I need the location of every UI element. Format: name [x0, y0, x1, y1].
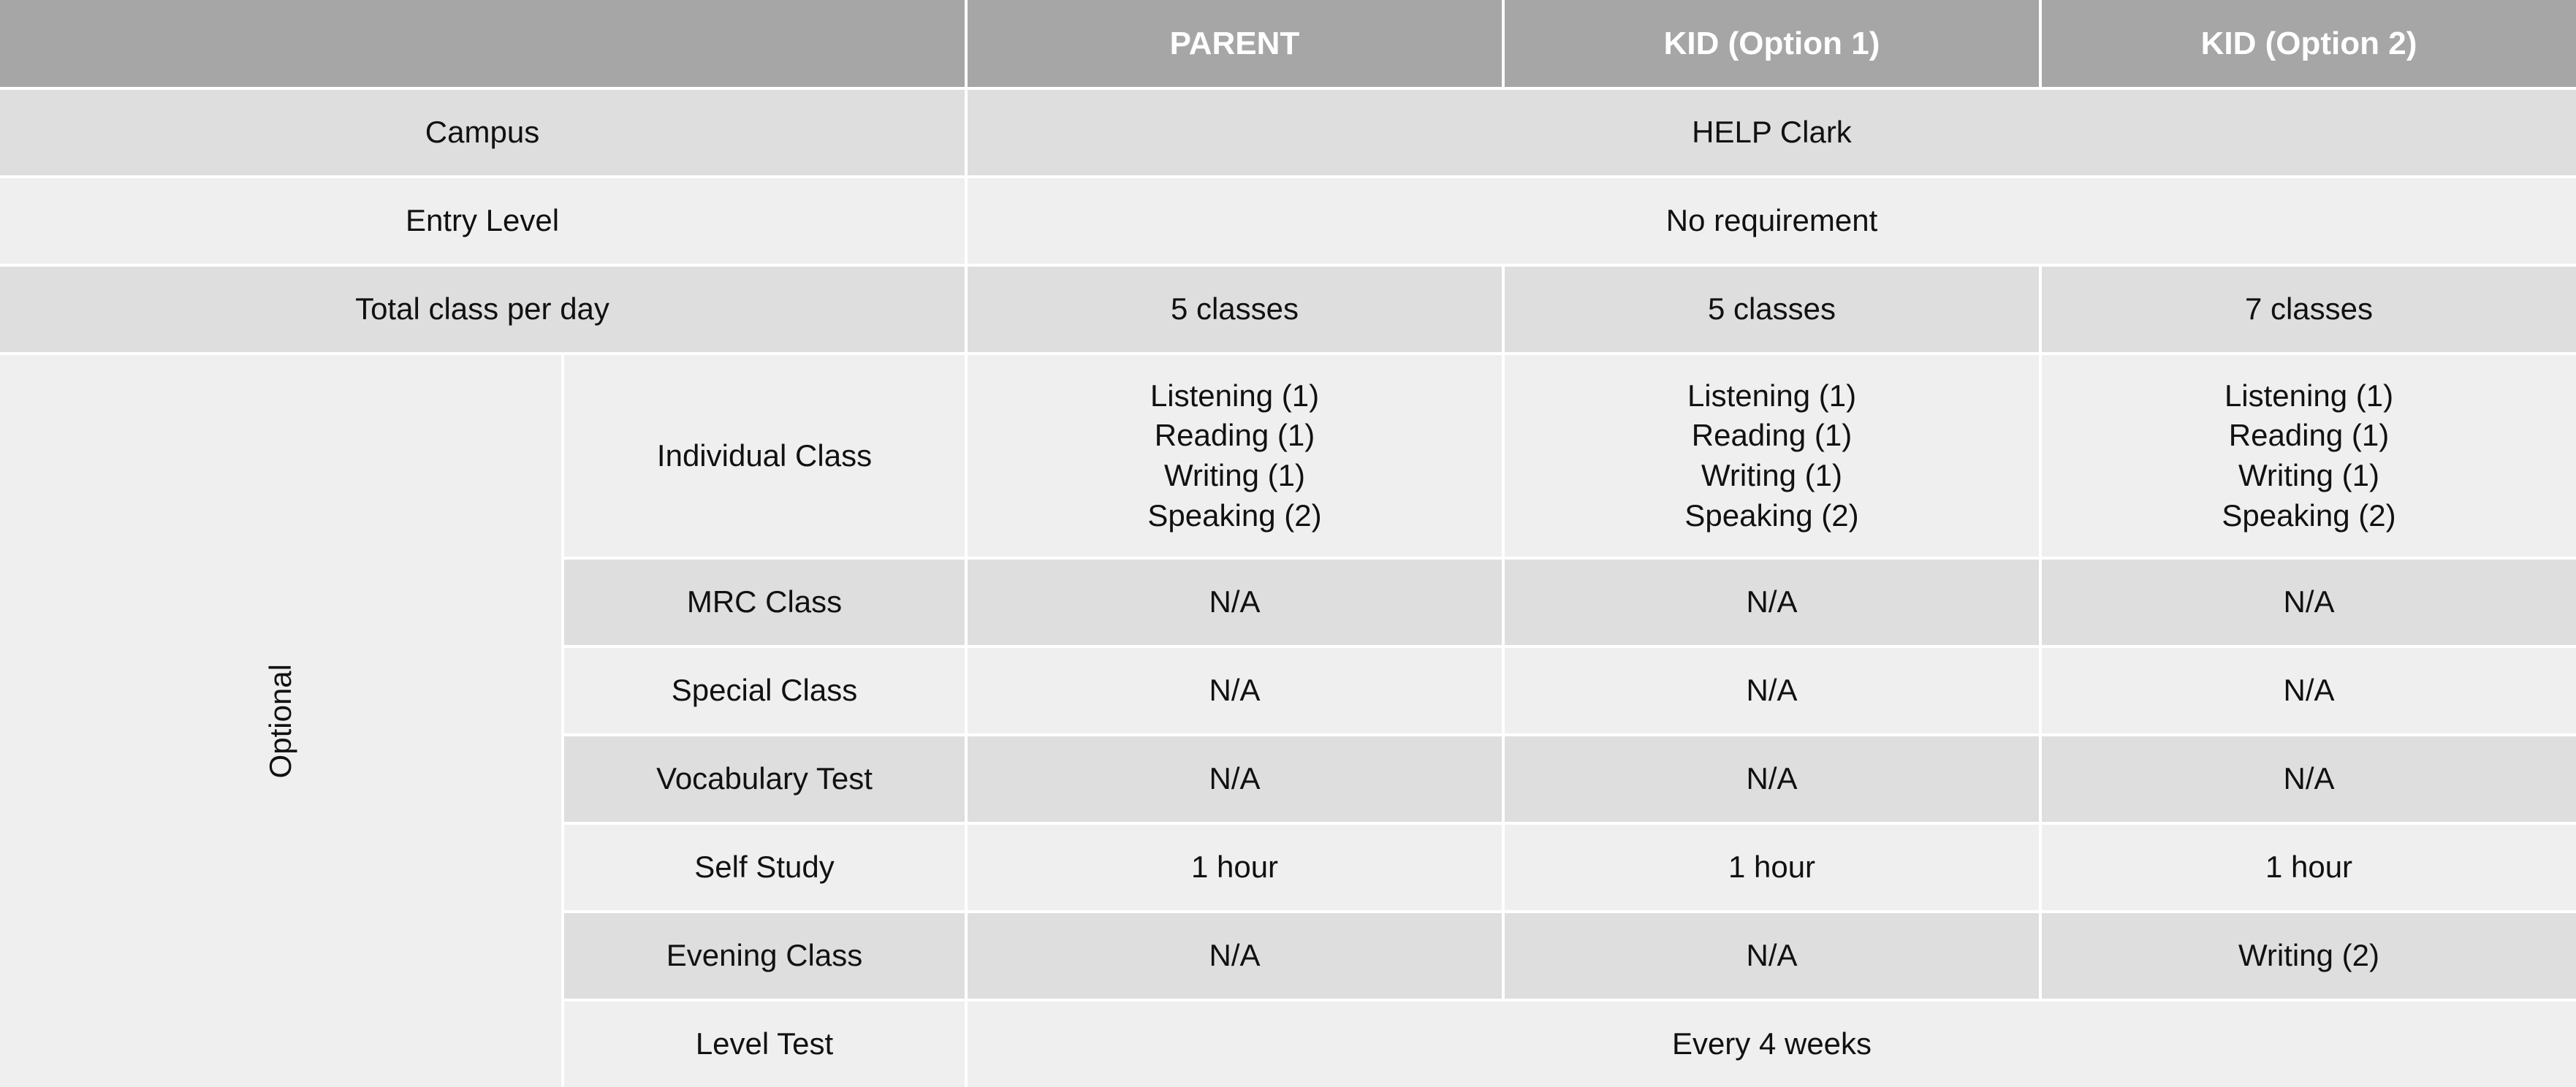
- individual-kid1-reading: Reading (1): [1691, 418, 1853, 453]
- row-label-self-study: Self Study: [564, 825, 965, 910]
- row-label-level-test: Level Test: [564, 1002, 965, 1087]
- individual-kid2-listening: Listening (1): [2224, 378, 2394, 413]
- evening-class-kid-option-2: Writing (2): [2042, 913, 2576, 999]
- campus-value: HELP Clark: [968, 90, 2576, 175]
- vocabulary-test-parent: N/A: [968, 736, 1502, 822]
- total-class-kid-option-1: 5 classes: [1505, 267, 2039, 352]
- individual-class-kid-option-2: [2042, 355, 2576, 557]
- individual-kid2-speaking: Speaking (2): [2222, 497, 2396, 533]
- special-class-kid-option-2: N/A: [2042, 648, 2576, 733]
- optional-group-label: [0, 355, 561, 1087]
- row-label-vocabulary-test: Vocabulary Test: [564, 736, 965, 822]
- individual-kid1-listening: Listening (1): [1687, 378, 1857, 413]
- special-class-kid-option-1: N/A: [1505, 648, 2039, 733]
- optional-label-text: Optional: [262, 663, 297, 779]
- row-label-evening-class: Evening Class: [564, 913, 965, 999]
- individual-parent-speaking: Speaking (2): [1147, 497, 1322, 533]
- entry-level-value: No requirement: [968, 178, 2576, 264]
- individual-kid1-speaking: Speaking (2): [1684, 497, 1859, 533]
- row-label-mrc-class: MRC Class: [564, 560, 965, 645]
- self-study-kid-option-1: 1 hour: [1505, 825, 2039, 910]
- mrc-class-kid-option-2: N/A: [2042, 560, 2576, 645]
- individual-kid2-reading: Reading (1): [2228, 418, 2390, 453]
- header-kid-option-1: KID (Option 1): [1505, 0, 2039, 87]
- level-test-value: Every 4 weeks: [968, 1002, 2576, 1087]
- individual-kid2-writing: Writing (1): [2238, 458, 2379, 492]
- total-class-kid-option-2: 7 classes: [2042, 267, 2576, 352]
- individual-parent-reading: Reading (1): [1154, 418, 1315, 453]
- header-parent: PARENT: [968, 0, 1502, 87]
- individual-parent-writing: Writing (1): [1164, 458, 1305, 492]
- individual-kid1-writing: Writing (1): [1701, 458, 1842, 492]
- row-label-campus: Campus: [0, 90, 965, 175]
- self-study-kid-option-2: 1 hour: [2042, 825, 2576, 910]
- vocabulary-test-kid-option-1: N/A: [1505, 736, 2039, 822]
- evening-class-kid-option-1: N/A: [1505, 913, 2039, 999]
- individual-class-kid-option-1: [1505, 355, 2039, 557]
- self-study-parent: 1 hour: [968, 825, 1502, 910]
- row-label-entry-level: Entry Level: [0, 178, 965, 264]
- special-class-parent: N/A: [968, 648, 1502, 733]
- row-label-special-class: Special Class: [564, 648, 965, 733]
- header-kid-option-2: KID (Option 2): [2042, 0, 2576, 87]
- individual-parent-listening: Listening (1): [1150, 378, 1320, 413]
- mrc-class-kid-option-1: N/A: [1505, 560, 2039, 645]
- individual-class-parent: [968, 355, 1502, 557]
- mrc-class-parent: N/A: [968, 560, 1502, 645]
- row-label-total-class: Total class per day: [0, 267, 965, 352]
- vocabulary-test-kid-option-2: N/A: [2042, 736, 2576, 822]
- evening-class-parent: N/A: [968, 913, 1502, 999]
- row-label-individual-class: Individual Class: [564, 355, 965, 557]
- total-class-parent: 5 classes: [968, 267, 1502, 352]
- header-corner: [0, 0, 965, 87]
